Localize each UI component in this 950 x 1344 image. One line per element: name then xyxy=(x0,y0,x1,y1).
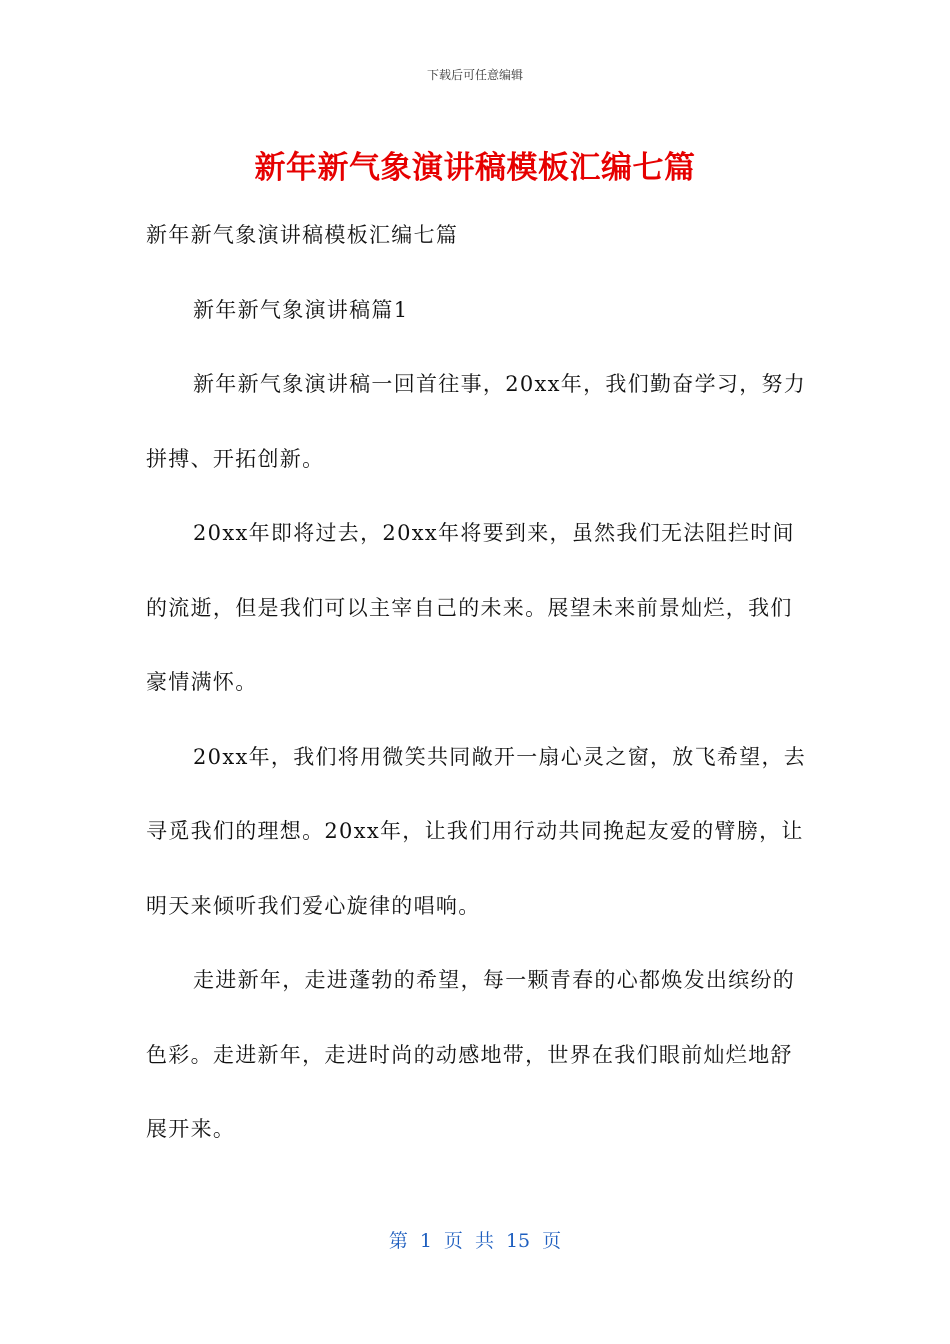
header-note: 下载后可任意编辑 xyxy=(426,68,523,82)
paragraph: 20xx年，我们将用微笑共同敞开一扇心灵之窗，放飞希望，去寻觅我们的理想。20xx年，让我们用行动共同挽起友爱的臂膀，让明天来倾听我们爱心旋律的唱响。 xyxy=(146,744,807,918)
page-footer xyxy=(0,1226,950,1253)
footer-total-pages: 15 xyxy=(505,1230,531,1252)
document-body xyxy=(146,198,808,1167)
paragraph: 新年新气象演讲稿一回首往事，20xx年，我们勤奋学习，努力拼搏、开拓创新。 xyxy=(146,372,807,471)
paragraph-section-heading: 新年新气象演讲稿篇1 xyxy=(193,297,409,322)
footer-page-number: 1 xyxy=(419,1230,432,1252)
document-title: 新年新气象演讲稿模板汇编七篇 xyxy=(254,150,696,186)
paragraph: 走进新年，走进蓬勃的希望，每一颗青春的心都焕发出缤纷的色彩。走进新年，走进时尚的动感地带，世界在我们眼前灿烂地舒展开来。 xyxy=(146,968,796,1141)
paragraph: 20xx年即将过去，20xx年将要到来，虽然我们无法阻拦时间的流逝，但是我们可以主宰自己的未来。展望未来前景灿烂，我们豪情满怀。 xyxy=(146,521,795,694)
footer-suffix: 页 xyxy=(542,1230,562,1252)
footer-mid: 页 共 xyxy=(443,1230,494,1252)
footer-prefix: 第 xyxy=(388,1230,408,1252)
paragraph-subtitle: 新年新气象演讲稿模板汇编七篇 xyxy=(146,223,459,247)
